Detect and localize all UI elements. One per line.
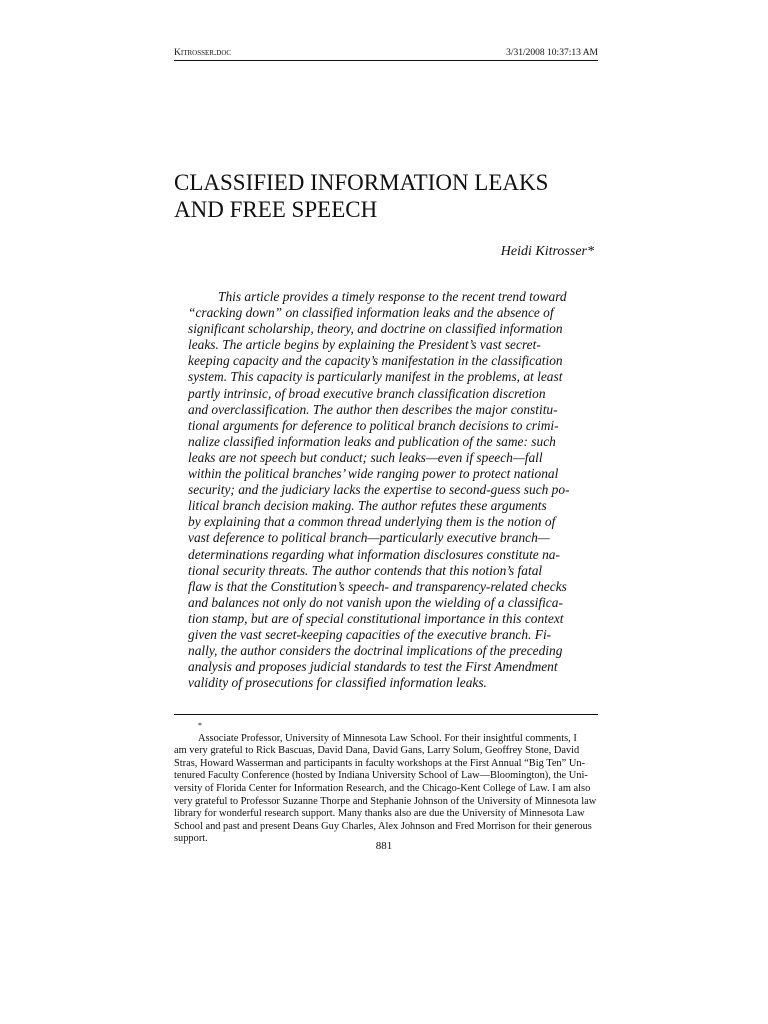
- abstract-line: This article provides a timely response to the recent trend toward: [218, 289, 567, 304]
- abstract-line: tional arguments for deference to political branch decisions to crimi-: [188, 417, 559, 433]
- abstract-line: keeping capacity and the capacity’s manifestation in the classification: [188, 353, 563, 369]
- footnote-line: am very grateful to Rick Bascuas, David Dana, David Gans, Larry Solum, Geoffrey Stone, David: [174, 745, 580, 757]
- abstract-line: determinations regarding what information disclosures constitute na-: [188, 546, 560, 562]
- abstract-line: leaks. The article begins by explaining the President’s vast secret-: [188, 337, 541, 353]
- footnote-divider: [174, 714, 598, 715]
- abstract-line: and overclassification. The author then describes the major constitu-: [188, 401, 558, 417]
- abstract-line: significant scholarship, theory, and doctrine on classified information: [188, 321, 563, 337]
- abstract-line: validity of prosecutions for classified information leaks.: [188, 675, 487, 691]
- footnote-line-text: Associate Professor, University of Minnesota Law School. For their insightful comments, I: [198, 732, 577, 744]
- footnote-line: School and past and present Deans Guy Charles, Alex Johnson and Fred Morrison for their generous: [174, 820, 592, 832]
- footnote-line: tenured Faculty Conference (hosted by Indiana University School of Law—Bloomington), the Uni-: [174, 770, 588, 782]
- footnote-line: very grateful to Professor Suzanne Thorpe and Stephanie Johnson of the University of Minnesota law: [174, 795, 597, 807]
- abstract-line: nally, the author considers the doctrinal implications of the preceding: [188, 643, 563, 659]
- abstract-line: leaks are not speech but conduct; such leaks—even if speech—fall: [188, 449, 543, 465]
- abstract-line: tion stamp, but are of special constitutional importance in this context: [188, 610, 564, 626]
- footnote-line: support.: [174, 833, 208, 845]
- footnote-marker: *: [198, 721, 202, 730]
- abstract-line: security; and the judiciary lacks the expertise to second-guess such po-: [188, 482, 570, 498]
- timestamp: 3/31/2008 10:37:13 AM: [506, 48, 598, 58]
- abstract-line: within the political branches’ wide ranging power to protect national: [188, 466, 559, 482]
- title-line: AND FREE SPEECH: [174, 197, 378, 222]
- abstract-line: system. This capacity is particularly manifest in the problems, at least: [188, 369, 563, 385]
- abstract-line: nalize classified information leaks and publication of the same: such: [188, 433, 556, 449]
- page-number: 881: [375, 840, 393, 852]
- file-name: Kitrosser.doc: [174, 48, 232, 58]
- footnote-line: Stras, Howard Wasserman and participants in faculty workshops at the First Annual “Big Ten” Un-: [174, 757, 585, 769]
- abstract-line: partly intrinsic, of broad executive branch classification discretion: [188, 385, 546, 401]
- running-header: [174, 46, 598, 61]
- abstract-line: analysis and proposes judicial standards to test the First Amendment: [188, 659, 558, 675]
- title-line: CLASSIFIED INFORMATION LEAKS: [174, 170, 549, 195]
- abstract-line: flaw is that the Constitution’s speech- and transparency-related checks: [188, 578, 567, 594]
- footnote-line: [174, 720, 598, 745]
- author-footnote: [174, 720, 598, 846]
- abstract-line: and balances not only do not vanish upon the wielding of a classifica-: [188, 594, 563, 610]
- abstract-line: tional security threats. The author contends that this notion’s fatal: [188, 562, 543, 578]
- abstract-line: given the vast secret-keeping capacities of the executive branch. Fi-: [188, 626, 552, 642]
- abstract: [188, 289, 584, 691]
- footnote-line: versity of Florida Center for Information Research, and the Chicago-Kent College of Law. I am also: [174, 782, 591, 794]
- article-title: [174, 169, 614, 223]
- abstract-line: vast deference to political branch—particularly executive branch—: [188, 530, 550, 546]
- abstract-line: by explaining that a common thread underlying them is the notion of: [188, 514, 556, 530]
- abstract-line: litical branch decision making. The author refutes these arguments: [188, 498, 547, 514]
- author-name: Heidi Kitrosser*: [500, 244, 594, 259]
- footnote-line: library for wonderful research support. Many thanks also are due the University of Minnesota Law: [174, 808, 585, 820]
- abstract-line: “cracking down” on classified information leaks and the absence of: [188, 305, 554, 321]
